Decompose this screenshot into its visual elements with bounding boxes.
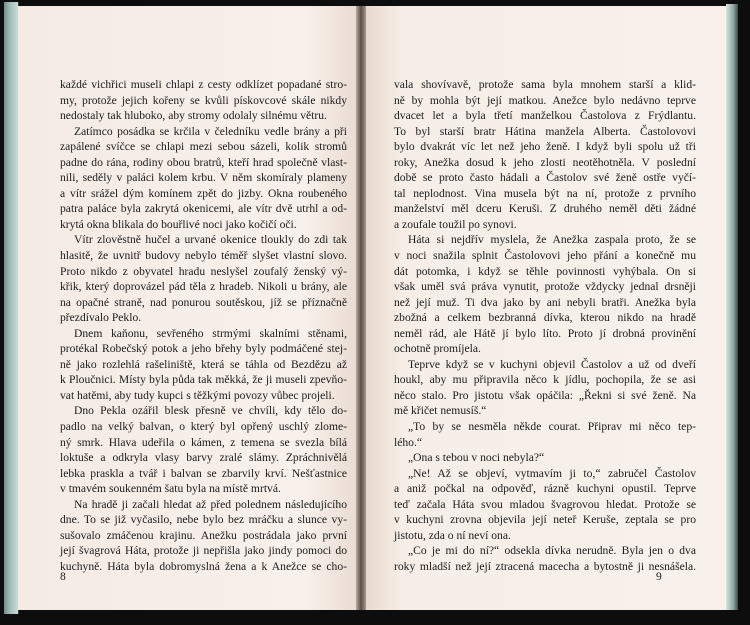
text-line: sušovalo zmáčenou krajinu. Anežku postrádala jako první — [60, 528, 347, 542]
text-line: roky mladší než její ztracená macecha a bytostně ji nesnášela. — [394, 559, 696, 573]
text-line: její švagrová Háta, protože ji nepřišla jako jindy pomoci do — [60, 544, 347, 558]
text-line: Proto nikdo z obyvatel hradu neslyšel zoufalý ženský vý- — [60, 264, 347, 278]
book-cover-edge-left — [4, 2, 19, 614]
text-line: Zatímco posádka se krčila v čeledníku vedle brány a při — [74, 124, 347, 138]
text-line: než její muž. Ti dva jako by ani nebyli bratři. Anežka byla — [394, 295, 696, 309]
text-line: lého.“ — [394, 435, 423, 449]
text-line: přezdívalo Peklo. — [60, 311, 142, 325]
text-line: době se proto často hádali a Častolov své ženě ostře vyčí- — [394, 171, 696, 185]
text-line: nili, seděly v paláci kolem krbu. V něm skomíraly plameny — [60, 171, 347, 185]
text-line: „Co je mi do ní?“ odsekla dívka nerudně. Byla jen o dva — [408, 544, 696, 558]
text-line: ně by mohla být její matkou. Anežce bylo nedávno teprve — [394, 93, 696, 107]
text-line: zapálené svíčce se chlapi mezi sebou sázeli, kolik stromů — [60, 140, 347, 154]
text-line: lebka praskla a tvář i balvan se zbarvily krví. Nešťastnice — [60, 466, 347, 480]
text-line: a vítr srážel dým komínem zpět do jizby. Okna roubeného — [60, 186, 347, 200]
text-line: bylo dvakrát víc let než jeho ženě. I když byli spolu už tři — [394, 140, 696, 154]
text-line: k Ploučnici. Místy byla půda tak měkká, že ji museli zpevňo- — [60, 373, 347, 387]
text-line: vat hatěmi, aby tudy kupci s těžkými povozy vůbec projeli. — [60, 388, 335, 402]
text-line: Teprve když se v kuchyni objevil Častolov a už od dveří — [408, 357, 696, 371]
book-cover-edge-right — [726, 4, 738, 610]
text-line: Dnem kaňonu, sevřeného strmými skalními stěnami, — [74, 326, 347, 340]
text-line: v kuchyni zrovna objevila její neteř Keruše, zeptala se pro — [394, 513, 696, 527]
text-line: zbožná a celkem bezbranná dívka, kterou nikdo na hradě — [394, 311, 696, 325]
text-line: dne. To se již vyčasilo, nebe bylo bez mráčku a slunce vy- — [60, 513, 347, 527]
text-line: roky, Anežka dosud k jeho zlosti neotěhotněla. V poslední — [394, 155, 696, 169]
right-page-number: 9 — [656, 571, 662, 583]
right-page-text — [394, 77, 696, 575]
text-line: houkl, aby mu připravila něco k jídlu, pochopila, že se asi — [394, 373, 696, 387]
text-line: protékal Robečský potok a jeho břehy byly podmáčené stej- — [60, 342, 347, 356]
text-line: v noci snažila splnit Častolovovi jeho přání a konečně mu — [394, 249, 696, 263]
text-line: hlasitě, že uvnitř budovy nebylo téměř slyšet vlastní slovo. — [60, 249, 347, 263]
text-line: neměl rád, ale Hátě jí bylo líto. Proto jí drobná provinění — [394, 326, 696, 340]
text-line: však uměl svá práva vynutit, protože vždycky jednal drsněji — [394, 280, 696, 294]
text-line: nedostaly tak hluboko, aby stromy odolaly silnému větru. — [60, 109, 327, 123]
text-line: a aniž počkal na odpověď, rázně kuchyni opustil. Teprve — [394, 482, 696, 496]
text-line: v tmavém soukenném šatu byla na místě mrtvá. — [60, 482, 281, 496]
text-line: mě křičet nemusíš.“ — [394, 404, 487, 418]
right-page — [366, 6, 726, 610]
text-line: dvacet let a byla třetí manželkou Častolova z Frýdlantu. — [394, 109, 696, 123]
text-line: a zoufale toužil po synovi. — [394, 217, 517, 231]
text-line: ně jako rozlehlá rašeliniště, která se táhla od Bezdězu až — [60, 357, 347, 371]
text-line: padne do rána, rodiny obou bratrů, kteří hrad společně vlast- — [60, 155, 347, 169]
text-line: loktuše a odkryla vlasy barvy zralé slámy. Zpráchnivělá — [60, 451, 347, 465]
text-line: něco stalo. Pro jistotu však opáčila: „Řekni si své ženě. Na — [394, 388, 696, 402]
text-line: krytá okna blikala do bouřlivé noci jako kočičí oči. — [60, 217, 297, 231]
left-page-text — [60, 77, 347, 575]
text-line: na opačné straně, nad ponurou soutěskou, jíž se příznačně — [60, 295, 347, 309]
text-line: „Ona s tebou v noci nebyla?“ — [408, 451, 545, 465]
text-line: Vítr zlověstně hučel a urvané okenice tloukly do zdi tak — [74, 233, 347, 247]
book-gutter — [356, 6, 366, 610]
text-line: manželství měl dceru Keruši. Z druhého neměl děti žádné — [394, 202, 696, 216]
text-line: patra paláce byla zakrytá okenicemi, ale vítr dvě utrhl a od- — [60, 202, 347, 216]
left-page-number: 8 — [60, 571, 66, 583]
text-line: teď začala Háta svou mladou švagrovou hledat. Protože se — [394, 497, 696, 511]
left-page — [18, 6, 356, 610]
text-line: „Ne! Až se objeví, vytmavím ji to,“ zabručel Častolov — [408, 466, 696, 480]
text-line: padlo na velký balvan, o který byl opřený uschlý zlome- — [60, 420, 347, 434]
text-line: vala shovívavě, protože sama byla mnohem starší a klid- — [394, 78, 696, 91]
text-line: Na hradě ji začali hledat až před polednem následujícího — [74, 497, 347, 511]
text-line: dát potomka, i když se těhle povinnosti vyhýbala. On si — [394, 264, 696, 278]
text-line: Háta si nejdřív myslela, že Anežka zaspala proto, že se — [408, 233, 696, 247]
text-line: ochotně promíjela. — [394, 342, 481, 356]
text-line: Dno Pekla ozářil blesk přesně ve chvíli, kdy tělo do- — [74, 404, 347, 418]
text-line: kuchyně. Háta byla dobromyslná žena a k Anežce se cho- — [60, 559, 347, 573]
text-line: křik, který doprovázel pád těla z hradeb. Nikoli u brány, ale — [60, 280, 347, 294]
text-line: To byl starší bratr Hátina manžela Alberta. Častolovovi — [394, 124, 696, 138]
text-line: tal neplodnost. Vina musela být na ní, protože z prvního — [394, 186, 696, 200]
text-line: my, protože jejich kořeny se kvůli pískovcové skále nikdy — [60, 93, 347, 107]
text-line: ný smrk. Hlava udeřila o kámen, z temena se svezla bílá — [60, 435, 347, 449]
text-line: „To by se nesměla někde courat. Připrav mi něco tep- — [408, 420, 696, 434]
text-line: každé vichřici museli chlapi z cesty odklízet popadané stro- — [60, 78, 347, 91]
text-line: jistotu, zda o ní neví ona. — [394, 528, 511, 542]
